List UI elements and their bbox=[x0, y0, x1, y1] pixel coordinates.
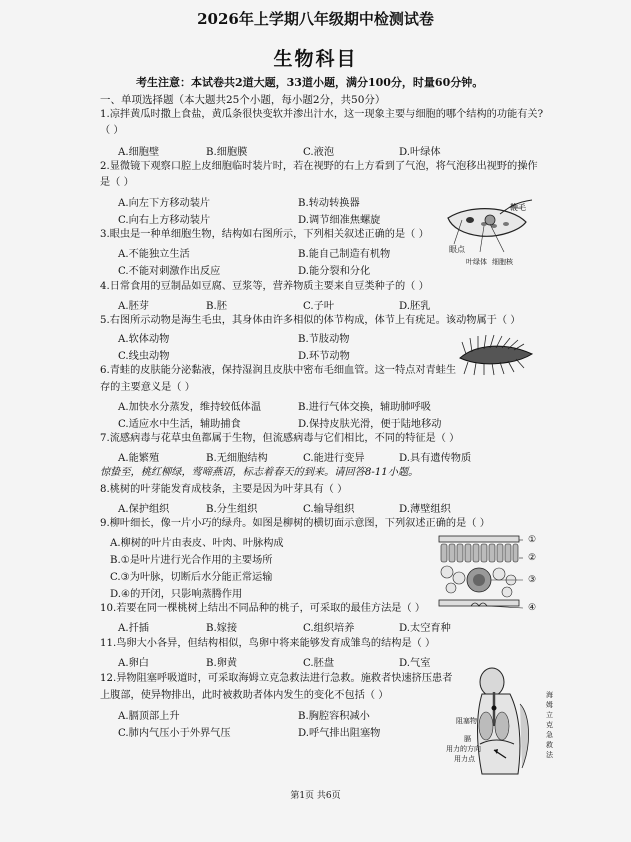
q1-option-c[interactable]: C.液泡 bbox=[303, 147, 335, 158]
q12-option-d[interactable]: D.呼气排出阻塞物 bbox=[298, 728, 381, 739]
q9-option-b[interactable]: B.①是叶片进行光合作用的主要场所 bbox=[110, 555, 273, 566]
question-12-text: 12.异物阻塞呼吸道时，可采取海姆立克急救法进行急救。施救者快速挤压患者 bbox=[100, 673, 453, 684]
q4-option-c[interactable]: C.子叶 bbox=[303, 301, 335, 312]
q4-option-b[interactable]: B.胚 bbox=[206, 301, 227, 312]
q8-option-c[interactable]: C.输导组织 bbox=[303, 504, 355, 515]
q5-option-d[interactable]: D.环节动物 bbox=[298, 351, 350, 362]
question-10-text: 10.若要在同一棵桃树上结出不同品种的桃子，可采取的最佳方法是（ ） bbox=[100, 603, 426, 614]
leaf-mark-1: ① bbox=[528, 535, 537, 545]
page-footer: 第1页 共6页 bbox=[290, 791, 341, 801]
q6-option-d[interactable]: D.保持皮肤光滑，便于陆地移动 bbox=[298, 419, 442, 430]
q9-option-c[interactable]: C.③为叶脉，切断后水分能正常运输 bbox=[110, 572, 273, 583]
question-6-text-cont: 存的主要意义是（ ） bbox=[100, 382, 195, 393]
caption-char: 海 bbox=[546, 691, 553, 699]
question-12-text-cont: 上腹部，使异物排出，此时被救助者体内发生的变化不包括（ ） bbox=[100, 690, 389, 701]
q5-option-a[interactable]: A.软体动物 bbox=[118, 334, 170, 345]
q5-option-b[interactable]: B.节肢动物 bbox=[298, 334, 350, 345]
leaf-mark-2: ② bbox=[528, 553, 537, 563]
q1-option-b[interactable]: B.细胞膜 bbox=[206, 147, 248, 158]
caption-char: 急 bbox=[546, 731, 553, 739]
q6-option-b[interactable]: B.进行气体交换，辅助肺呼吸 bbox=[298, 402, 431, 413]
q1-option-a[interactable]: A.细胞壁 bbox=[118, 147, 160, 158]
caption-char: 克 bbox=[546, 721, 553, 729]
q8-option-a[interactable]: A.保护组织 bbox=[118, 504, 170, 515]
caption-char: 立 bbox=[546, 711, 553, 719]
q2-option-a[interactable]: A.向左下方移动装片 bbox=[118, 198, 211, 209]
q12-option-c[interactable]: C.肺内气压小于外界气压 bbox=[118, 728, 231, 739]
question-4-text: 4.日常食用的豆制品如豆腐、豆浆等，营养物质主要来自豆类种子的（ ） bbox=[100, 281, 429, 292]
q3-option-c[interactable]: C.不能对刺激作出反应 bbox=[118, 266, 221, 277]
leaf-cross-section-figure bbox=[437, 534, 529, 616]
q8-option-d[interactable]: D.薄壁组织 bbox=[399, 504, 451, 515]
question-6-text: 6.青蛙的皮肤能分泌黏液，保持湿润且皮肤中密布毛细血管。这一特点对青蛙生 bbox=[100, 365, 457, 376]
question-2-text: 2.显微镜下观察口腔上皮细胞临时装片时，若在视野的右上方看到了气泡，将气泡移出视野的操作 bbox=[100, 161, 538, 172]
label-chloroplast: 叶绿体 bbox=[466, 258, 487, 266]
q12-option-b[interactable]: B.胸腔容积减小 bbox=[298, 711, 370, 722]
question-9-text: 9.柳叶细长，像一片小巧的绿舟。如图是柳树的横切面示意图，下列叙述正确的是（ ） bbox=[100, 518, 490, 529]
leaf-mark-3: ③ bbox=[528, 575, 537, 585]
label-nucleus: 细胞核 bbox=[492, 258, 513, 266]
question-11-text: 11.鸟卵大小各异，但结构相似，鸟卵中将来能够发育成雏鸟的结构是（ ） bbox=[100, 638, 436, 649]
label-eyespot: 眼点 bbox=[449, 245, 465, 254]
q9-option-d[interactable]: D.④的开闭，只影响蒸腾作用 bbox=[110, 589, 243, 600]
q11-option-b[interactable]: B.卵黄 bbox=[206, 658, 238, 669]
exam-notice: 考生注意：本试卷共2道大题，33道小题，满分100分，时量60分钟。 bbox=[136, 76, 484, 89]
heimlich-vertical-caption bbox=[546, 690, 556, 760]
label-force-direction: 用力的方向 bbox=[446, 745, 481, 753]
q11-option-d[interactable]: D.气室 bbox=[399, 658, 431, 669]
q11-option-a[interactable]: A.卵白 bbox=[118, 658, 149, 669]
q6-option-a[interactable]: A.加快水分蒸发，维持较低体温 bbox=[118, 402, 262, 413]
exam-title: 2026年上学期八年级期中检测试卷 bbox=[197, 10, 434, 28]
heimlich-figure bbox=[470, 664, 540, 782]
q9-option-a[interactable]: A.柳树的叶片由表皮、叶肉、叶脉构成 bbox=[110, 538, 284, 549]
question-1-blank: （ ） bbox=[100, 125, 124, 136]
q10-option-a[interactable]: A.扦插 bbox=[118, 623, 149, 634]
caption-char: 姆 bbox=[546, 701, 553, 709]
label-diaphragm: 膈 bbox=[464, 735, 471, 743]
q5-option-c[interactable]: C.线虫动物 bbox=[118, 351, 170, 362]
q3-option-b[interactable]: B.能自己制造有机物 bbox=[298, 249, 391, 260]
question-3-text: 3.眼虫是一种单细胞生物，结构如右图所示，下列相关叙述正确的是（ ） bbox=[100, 229, 429, 240]
caption-char: 法 bbox=[546, 751, 553, 759]
question-8-text: 8.桃树的叶芽能发育成枝条，主要是因为叶芽具有（ ） bbox=[100, 484, 348, 495]
q1-option-d[interactable]: D.叶绿体 bbox=[399, 147, 441, 158]
q7-option-d[interactable]: D.具有遗传物质 bbox=[399, 453, 472, 464]
q8-option-b[interactable]: B.分生组织 bbox=[206, 504, 258, 515]
q11-option-c[interactable]: C.胚盘 bbox=[303, 658, 335, 669]
label-force-point: 用力点 bbox=[454, 755, 475, 763]
subject-title: 生物科目 bbox=[273, 48, 358, 70]
passage-intro: 惊蛰至，桃红柳绿，莺啼燕语，标志着春天的到来。请回答8-11小题。 bbox=[100, 467, 419, 478]
q3-option-a[interactable]: A.不能独立生活 bbox=[118, 249, 190, 260]
question-1-text: 1.凉拌黄瓜时撒上食盐，黄瓜条很快变软并渗出汁水，这一现象主要与细胞的哪个结构的功能有关? bbox=[100, 109, 544, 120]
q2-option-c[interactable]: C.向右上方移动装片 bbox=[118, 215, 211, 226]
q6-option-c[interactable]: C.适应水中生活，辅助捕食 bbox=[118, 419, 241, 430]
label-obstruction: 阻塞物 bbox=[456, 717, 477, 725]
q4-option-a[interactable]: A.胚芽 bbox=[118, 301, 149, 312]
leaf-mark-4: ④ bbox=[528, 603, 537, 613]
label-flagellum: 鞭毛 bbox=[510, 203, 526, 212]
q2-option-d[interactable]: D.调节细准焦螺旋 bbox=[298, 215, 381, 226]
q7-option-c[interactable]: C.能进行变异 bbox=[303, 453, 365, 464]
question-2-text-cont: 是（ ） bbox=[100, 177, 134, 188]
q2-option-b[interactable]: B.转动转换器 bbox=[298, 198, 360, 209]
q7-option-a[interactable]: A.能繁殖 bbox=[118, 453, 160, 464]
q10-option-b[interactable]: B.嫁接 bbox=[206, 623, 238, 634]
q12-option-a[interactable]: A.膈顶部上升 bbox=[118, 711, 180, 722]
q7-option-b[interactable]: B.无细胞结构 bbox=[206, 453, 268, 464]
sea-worm-figure bbox=[456, 332, 536, 376]
q10-option-c[interactable]: C.组织培养 bbox=[303, 623, 355, 634]
caption-char: 救 bbox=[546, 741, 553, 749]
q3-option-d[interactable]: D.能分裂和分化 bbox=[298, 266, 371, 277]
q4-option-d[interactable]: D.胚乳 bbox=[399, 301, 431, 312]
question-7-text: 7.流感病毒与花草虫鱼都属于生物，但流感病毒与它们相比，不同的特征是（ ） bbox=[100, 433, 460, 444]
section-heading: 一、单项选择题（本大题共25个小题，每小题2分，共50分） bbox=[100, 94, 386, 106]
q10-option-d[interactable]: D.太空育种 bbox=[399, 623, 451, 634]
question-5-text: 5.右图所示动物是海生毛虫，其身体由许多相似的体节构成，体节上有疣足。该动物属于（ ） bbox=[100, 315, 521, 326]
